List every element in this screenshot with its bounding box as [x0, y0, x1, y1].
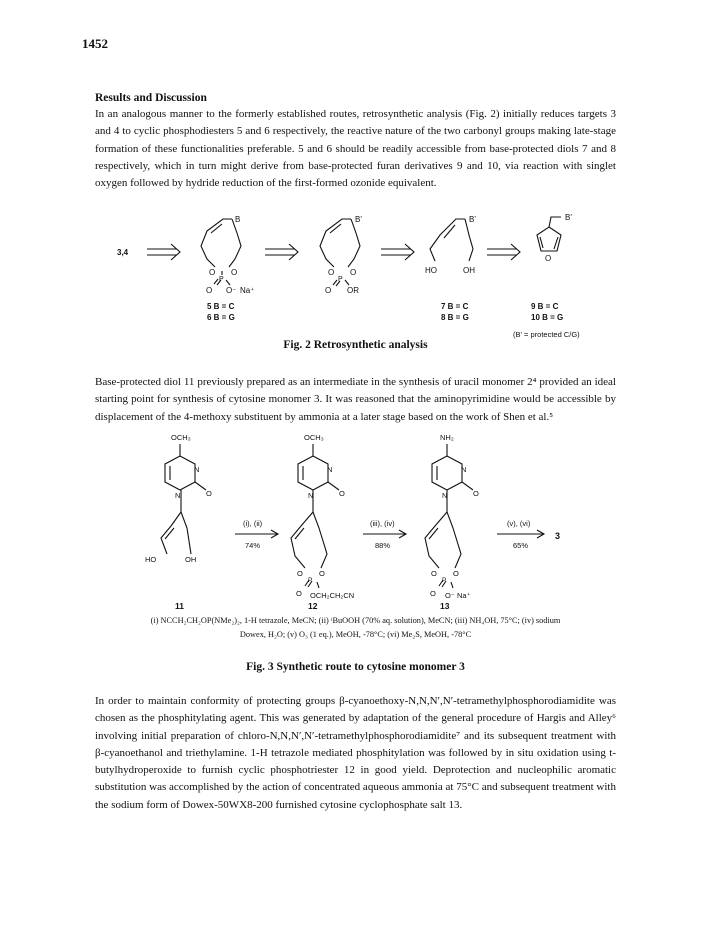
- conditions-line-2: Dowex, H₂O; (v) O₃ (1 eq.), MeOH, -78°C; (vi) Me₂S, MeOH, -78°C: [239, 630, 472, 639]
- step-3-yield: 65%: [513, 541, 529, 550]
- svg-text:6 B = G: 6 B = G: [207, 313, 235, 322]
- svg-text:O⁻: O⁻: [226, 286, 237, 295]
- svg-text:N: N: [442, 491, 448, 500]
- svg-text:O: O: [545, 254, 552, 263]
- svg-text:OH: OH: [463, 266, 475, 275]
- svg-text:9 B = C: 9 B = C: [531, 302, 559, 311]
- svg-text:P: P: [308, 577, 313, 584]
- retro-arrow-1: [147, 244, 180, 260]
- svg-text:O: O: [473, 489, 479, 498]
- svg-text:Na⁺: Na⁺: [240, 286, 255, 295]
- svg-text:O: O: [339, 489, 345, 498]
- step-2-yield: 88%: [375, 541, 391, 550]
- svg-text:O: O: [297, 569, 303, 578]
- svg-text:Na⁺: Na⁺: [457, 591, 471, 600]
- target-label: 3,4: [117, 248, 129, 257]
- svg-text:B': B': [565, 213, 572, 222]
- reaction-arrow-1: [235, 530, 278, 538]
- svg-text:OR: OR: [347, 286, 359, 295]
- svg-text:HO: HO: [145, 555, 157, 564]
- svg-text:N: N: [327, 465, 333, 474]
- svg-text:OH: OH: [185, 555, 197, 564]
- svg-text:7 B = C: 7 B = C: [441, 302, 469, 311]
- svg-text:8 B = G: 8 B = G: [441, 313, 469, 322]
- fig3-caption: Fig. 3 Synthetic route to cytosine monomer 3: [246, 661, 465, 673]
- svg-text:O: O: [431, 569, 437, 578]
- reaction-arrow-3: [497, 530, 544, 538]
- reaction-arrow-2: [363, 530, 406, 538]
- svg-text:5 B = C: 5 B = C: [207, 302, 235, 311]
- retrosynthesis-scheme: [95, 205, 625, 341]
- paragraph-retrosynthesis: In an analogous manner to the formerly established routes, retrosynthetic analysis (Fig. 2) initially reduces targets 3 and 4 to cyclic phosphodiesters 5 and 6 respectively, the reactive nature of the two carbonyl groups making late-stage formation of these functionalities preferable. 5 and 6 should be readily accessible from base-protected diols 7 and 8 respectively, which in turn might derive from base-protected furan derivatives 9 and 10, via reaction with singlet oxygen followed by hydride reduction of the first-formed ozonide equivalent.: [95, 108, 616, 190]
- synthetic-route-scheme: [95, 426, 625, 612]
- svg-text:O: O: [209, 268, 216, 277]
- svg-text:P: P: [442, 577, 447, 584]
- retro-arrow-3: [381, 244, 414, 260]
- svg-text:O: O: [206, 286, 213, 295]
- svg-text:10 B = G: 10 B = G: [531, 313, 564, 322]
- svg-text:P: P: [219, 276, 224, 283]
- reaction-conditions: [95, 614, 616, 642]
- step-1-reagents: (i), (ii): [243, 519, 263, 528]
- svg-text:B': B': [355, 215, 362, 224]
- svg-text:O: O: [328, 268, 335, 277]
- compound-label-13: 13: [440, 601, 450, 611]
- svg-text:O: O: [319, 569, 325, 578]
- svg-text:OCH₂CH₂CN: OCH₂CH₂CN: [310, 591, 355, 600]
- step-2-reagents: (iii), (iv): [370, 519, 395, 528]
- svg-text:O: O: [350, 268, 357, 277]
- retro-arrow-4: [487, 244, 520, 260]
- svg-text:P: P: [338, 276, 343, 283]
- structure-7-8: [430, 219, 473, 261]
- section-heading: Results and Discussion: [95, 92, 207, 104]
- svg-text:N: N: [194, 465, 200, 474]
- compound-label-12: 12: [308, 601, 318, 611]
- step-1-yield: 74%: [245, 541, 261, 550]
- svg-text:N: N: [175, 491, 181, 500]
- svg-text:HO: HO: [425, 266, 437, 275]
- page-number: 1452: [82, 36, 108, 51]
- svg-text:O: O: [430, 589, 436, 598]
- compound-label-11: 11: [175, 601, 184, 611]
- retro-arrow-2: [265, 244, 298, 260]
- svg-text:N: N: [461, 465, 467, 474]
- compound-11-structure: [161, 444, 206, 554]
- conditions-line-1: (i) NCCH₂CH₂OP(NMe₂)₂, 1-H tetrazole, MeCN; (ii) ᵗBuOOH (70% aq. solution), MeCN; (iii) NH₄OH, 75°C; (iv) sodium: [150, 616, 561, 625]
- paragraph-diol-route: Base-protected diol 11 previously prepared as an intermediate in the synthesis of uracil monomer 2⁴ provided an ideal starting point for synthesis of cytosine monomer 3. It was reasoned that the aminopyrimidine would be accessible by displacement of the 4-methoxy substituent by ammonia at a later stage based on the work of Shen et al.⁵: [95, 376, 616, 423]
- product-label: 3: [555, 531, 561, 541]
- svg-text:B': B': [469, 215, 476, 224]
- svg-text:B: B: [235, 215, 241, 224]
- step-3-reagents: (v), (vi): [507, 519, 531, 528]
- svg-text:O: O: [325, 286, 332, 295]
- structure-9-10-furan: [537, 217, 561, 251]
- svg-text:N: N: [308, 491, 314, 500]
- protecting-group-note: (B' = protected C/G): [513, 330, 580, 339]
- svg-text:O: O: [231, 268, 238, 277]
- svg-text:NH₂: NH₂: [440, 433, 454, 442]
- svg-text:O⁻: O⁻: [445, 591, 455, 600]
- svg-text:O: O: [206, 489, 212, 498]
- fig2-caption: Fig. 2 Retrosynthetic analysis: [283, 339, 428, 351]
- svg-text:OCH₃: OCH₃: [304, 433, 324, 442]
- svg-text:O: O: [453, 569, 459, 578]
- svg-text:O: O: [296, 589, 302, 598]
- svg-text:OCH₃: OCH₃: [171, 433, 191, 442]
- paragraph-phosphitylation: In order to maintain conformity of protecting groups β-cyanoethoxy-N,N,N′,N′-tetramethylphosphorodiamidite was chosen as the phosphitylating agent. This was generated by adaptation of the general procedure of Hargis and Alley⁶ involving initial preparation of chloro-N,N,N′,N′-tetramethylphosphorodiamidite⁷ and its subsequent treatment with β-cyanoethanol and triethylamine. 1-H tetrazole mediated phosphitylation was followed by in situ oxidation using t-butylhydroperoxide to furnish cyclic phosphotriester 12 in good yield. Deprotection and nucleophilic aromatic substitution was accomplished by the action of concentrated aqueous ammonia at 75°C and subsequent treatment with the sodium form of Dowex-50WX8-200 furnished cytosine cyclophosphate salt 13.: [95, 695, 616, 811]
